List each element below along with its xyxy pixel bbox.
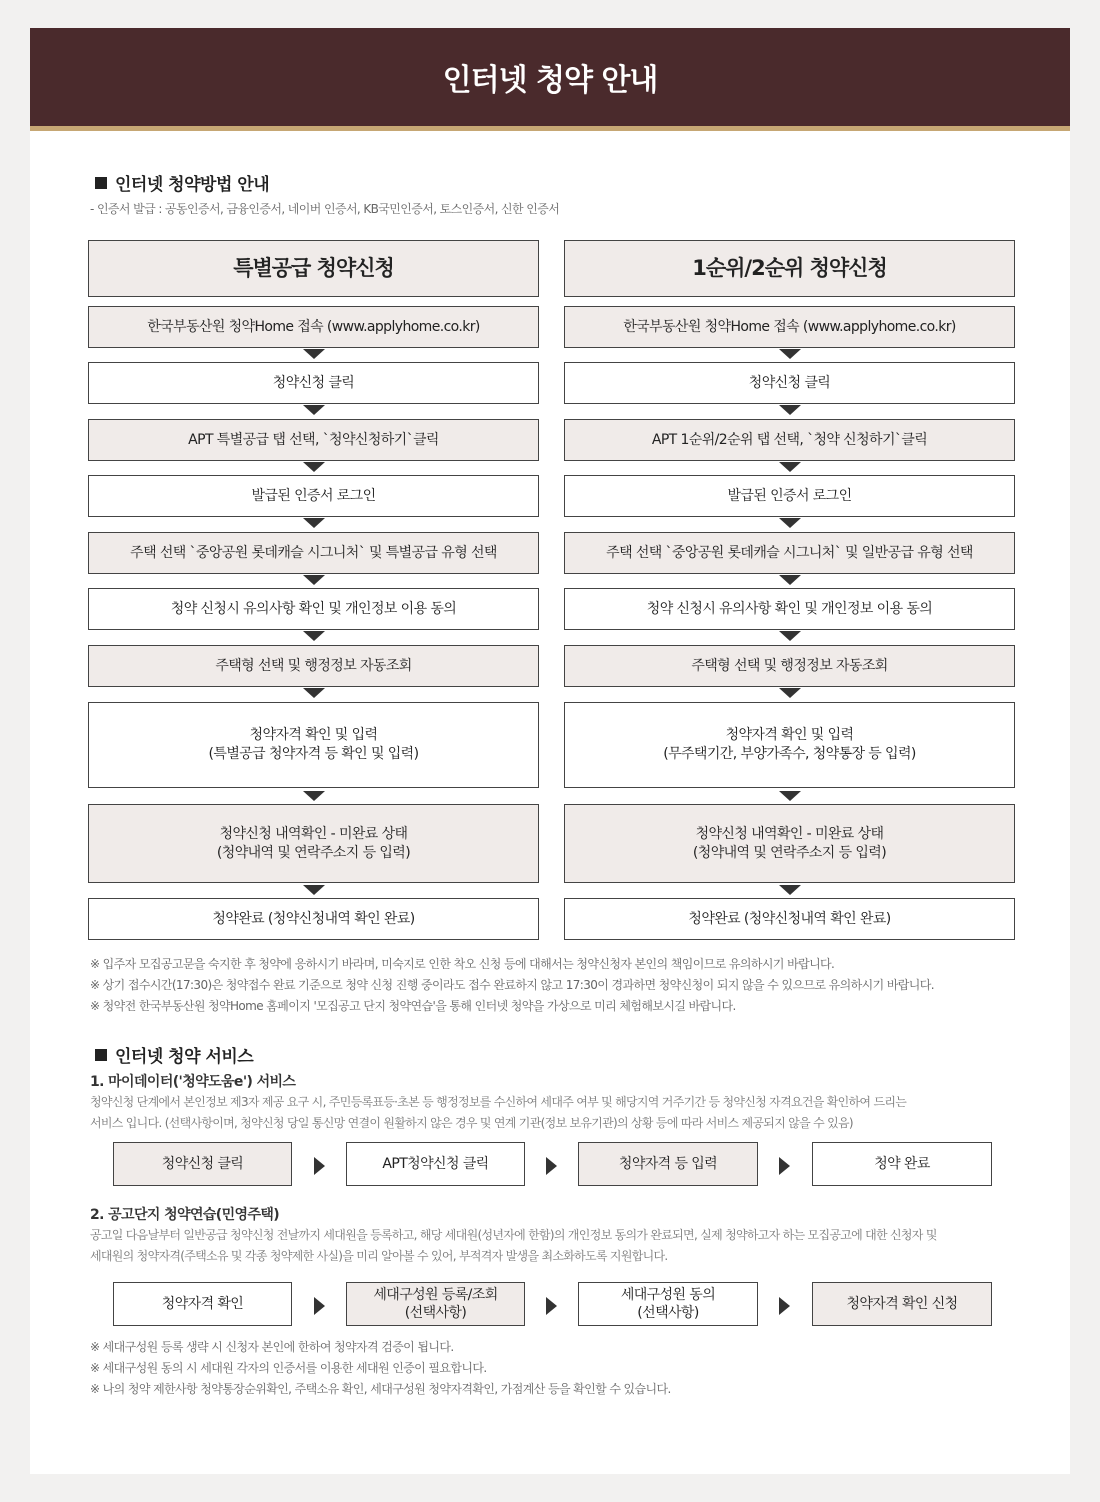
flow-step-review [88, 804, 539, 883]
service2-step [578, 1282, 758, 1326]
flow-step: 청약 신청시 유의사항 확인 및 개인정보 이용 동의 [564, 588, 1015, 630]
flow-step: APT 1순위/2순위 탭 선택, `청약 신청하기`클릭 [564, 419, 1015, 461]
note-line: ※ 상기 접수시간(17:30)은 청약접수 완료 기준으로 청약 신청 진행 중이라도 접수 완료하지 않고 17:30이 경과하면 청약신청이 되지 않을 수 있으므로 유의하시기 바랍니다. [90, 978, 935, 992]
right-arrow-icon [314, 1157, 325, 1175]
flow-step: 주택 선택 `중앙공원 롯데캐슬 시그니처` 및 일반공급 유형 선택 [564, 532, 1015, 574]
right-arrow-icon [546, 1157, 557, 1175]
right-arrow-icon [779, 1157, 790, 1175]
title-banner [30, 28, 1070, 131]
down-arrow-icon [303, 631, 325, 641]
step-line: 청약신청 내역확인 - 미완료 상태 [695, 825, 884, 842]
service2-title: 2. 공고단지 청약연습(민영주택) [90, 1207, 280, 1223]
flow-step: 청약 신청시 유의사항 확인 및 개인정보 이용 동의 [88, 588, 539, 630]
desc-line: 청약신청 단계에서 본인정보 제3자 제공 요구 시, 주민등록표등·초본 등 행정정보를 수신하여 세대주 여부 및 해당지역 거주기간 등 청약신청 자격요건을 확인하여 드리는 [90, 1095, 907, 1109]
down-arrow-icon [303, 405, 325, 415]
down-arrow-icon [779, 791, 801, 801]
service2-desc [90, 1225, 1010, 1267]
step-line: 세대구성원 등록/조회 [373, 1287, 498, 1303]
desc-line: 서비스 입니다. (선택사항이며, 청약신청 당일 통신망 연결이 원활하지 않은 경우 및 연계 기관(정보 보유기관)의 상황 등에 따라 서비스 제공되지 않을 수 있음) [90, 1116, 853, 1130]
section-title-text: 인터넷 청약방법 안내 [115, 175, 270, 195]
down-arrow-icon [303, 885, 325, 895]
down-arrow-icon [779, 688, 801, 698]
note-line: ※ 청약전 한국부동산원 청약Home 홈페이지 '모집공고 단지 청약연습'을 통해 인터넷 청약을 가상으로 미리 체험해보시길 바랍니다. [90, 999, 736, 1013]
flow-step: 청약완료 (청약신청내역 확인 완료) [88, 898, 539, 940]
note-line: ※ 세대구성원 동의 시 세대원 각자의 인증서를 이용한 세대원 인증이 필요합니다. [90, 1361, 487, 1375]
flow-step: 청약신청 클릭 [88, 362, 539, 404]
flow-step: 청약완료 (청약신청내역 확인 완료) [564, 898, 1015, 940]
service2-step: 청약자격 확인 신청 [812, 1282, 992, 1326]
service1-step: APT청약신청 클릭 [346, 1142, 525, 1186]
down-arrow-icon [779, 349, 801, 359]
step-line: 청약자격 확인 및 입력 [249, 727, 378, 743]
down-arrow-icon [779, 462, 801, 472]
down-arrow-icon [779, 575, 801, 585]
service1-step: 청약신청 클릭 [113, 1142, 292, 1186]
note-line: ※ 입주자 모집공고문을 숙지한 후 청약에 응하시기 바라며, 미숙지로 인한 착오 신청 등에 대해서는 청약신청자 본인의 책임이므로 유의하시기 바랍니다. [90, 957, 835, 971]
down-arrow-icon [779, 631, 801, 641]
square-bullet-icon [95, 1049, 107, 1061]
service2-step [346, 1282, 525, 1326]
flow-step: 발급된 인증서 로그인 [88, 475, 539, 517]
service1-desc [90, 1092, 1010, 1134]
right-arrow-icon [314, 1297, 325, 1315]
page [30, 28, 1070, 1474]
down-arrow-icon [303, 518, 325, 528]
service1-title: 1. 마이데이터('청약도움e') 서비스 [90, 1074, 296, 1090]
page-title: 인터넷 청약 안내 [442, 63, 658, 98]
step-line: (청약내역 및 연락주소지 등 입력) [216, 844, 411, 861]
service1-step: 청약자격 등 입력 [578, 1142, 758, 1186]
step-line: (선택사항) [404, 1305, 467, 1321]
section-title-method [95, 170, 269, 195]
desc-line: 공고일 다음날부터 일반공급 청약신청 전날까지 세대원을 등록하고, 해당 세대원(성년자에 한함)의 개인정보 동의가 완료되면, 실제 청약하고자 하는 모집공고에 대한 신청자 및 [90, 1228, 937, 1242]
flow-step: 주택 선택 `중앙공원 롯데캐슬 시그니처` 및 특별공급 유형 선택 [88, 532, 539, 574]
service1-step: 청약 완료 [812, 1142, 992, 1186]
down-arrow-icon [303, 349, 325, 359]
section-title-service [95, 1042, 253, 1067]
down-arrow-icon [779, 518, 801, 528]
step-line: 청약자격 확인 및 입력 [725, 727, 854, 743]
down-arrow-icon [303, 575, 325, 585]
right-arrow-icon [779, 1297, 790, 1315]
step-line: (무주택기간, 부양가족수, 청약통장 등 입력) [663, 746, 916, 762]
down-arrow-icon [303, 791, 325, 801]
flow-header: 1순위/2순위 청약신청 [564, 240, 1015, 297]
flow-header: 특별공급 청약신청 [88, 240, 539, 297]
flow-step: 청약신청 클릭 [564, 362, 1015, 404]
note-line: ※ 세대구성원 등록 생략 시 신청자 본인에 한하여 청약자격 검증이 됩니다. [90, 1340, 454, 1354]
section-title-text: 인터넷 청약 서비스 [115, 1047, 254, 1067]
service2-step: 청약자격 확인 [113, 1282, 292, 1326]
right-arrow-icon [546, 1297, 557, 1315]
down-arrow-icon [303, 688, 325, 698]
down-arrow-icon [779, 885, 801, 895]
flow-step: 한국부동산원 청약Home 접속 (www.applyhome.co.kr) [88, 306, 539, 348]
flow-step-qualification [564, 702, 1015, 788]
square-bullet-icon [95, 177, 107, 189]
flow-step: 한국부동산원 청약Home 접속 (www.applyhome.co.kr) [564, 306, 1015, 348]
step-line: (특별공급 청약자격 등 확인 및 입력) [208, 746, 419, 762]
down-arrow-icon [303, 462, 325, 472]
down-arrow-icon [779, 405, 801, 415]
flow-step-qualification [88, 702, 539, 788]
step-line: 청약신청 내역확인 - 미완료 상태 [219, 825, 408, 842]
flow-step: 주택형 선택 및 행정정보 자동조회 [88, 645, 539, 687]
step-line: 세대구성원 동의 [620, 1287, 716, 1303]
flow-step: APT 특별공급 탭 선택, `청약신청하기`클릭 [88, 419, 539, 461]
note-line: ※ 나의 청약 제한사항 청약통장순위확인, 주택소유 확인, 세대구성원 청약자격확인, 가점계산 등을 확인할 수 있습니다. [90, 1382, 671, 1396]
certificate-note: - 인증서 발급 : 공동인증서, 금융인증서, 네이버 인증서, KB국민인증서, 토스인증서, 신한 인증서 [90, 202, 560, 216]
flow-step: 주택형 선택 및 행정정보 자동조회 [564, 645, 1015, 687]
step-line: (청약내역 및 연락주소지 등 입력) [692, 844, 887, 861]
step-line: (선택사항) [637, 1305, 699, 1321]
flow-step-review [564, 804, 1015, 883]
flow-step: 발급된 인증서 로그인 [564, 475, 1015, 517]
desc-line: 세대원의 청약자격(주택소유 및 각종 청약제한 사실)을 미리 알아볼 수 있어, 부적격자 발생을 최소화하도록 지원합니다. [90, 1249, 668, 1263]
